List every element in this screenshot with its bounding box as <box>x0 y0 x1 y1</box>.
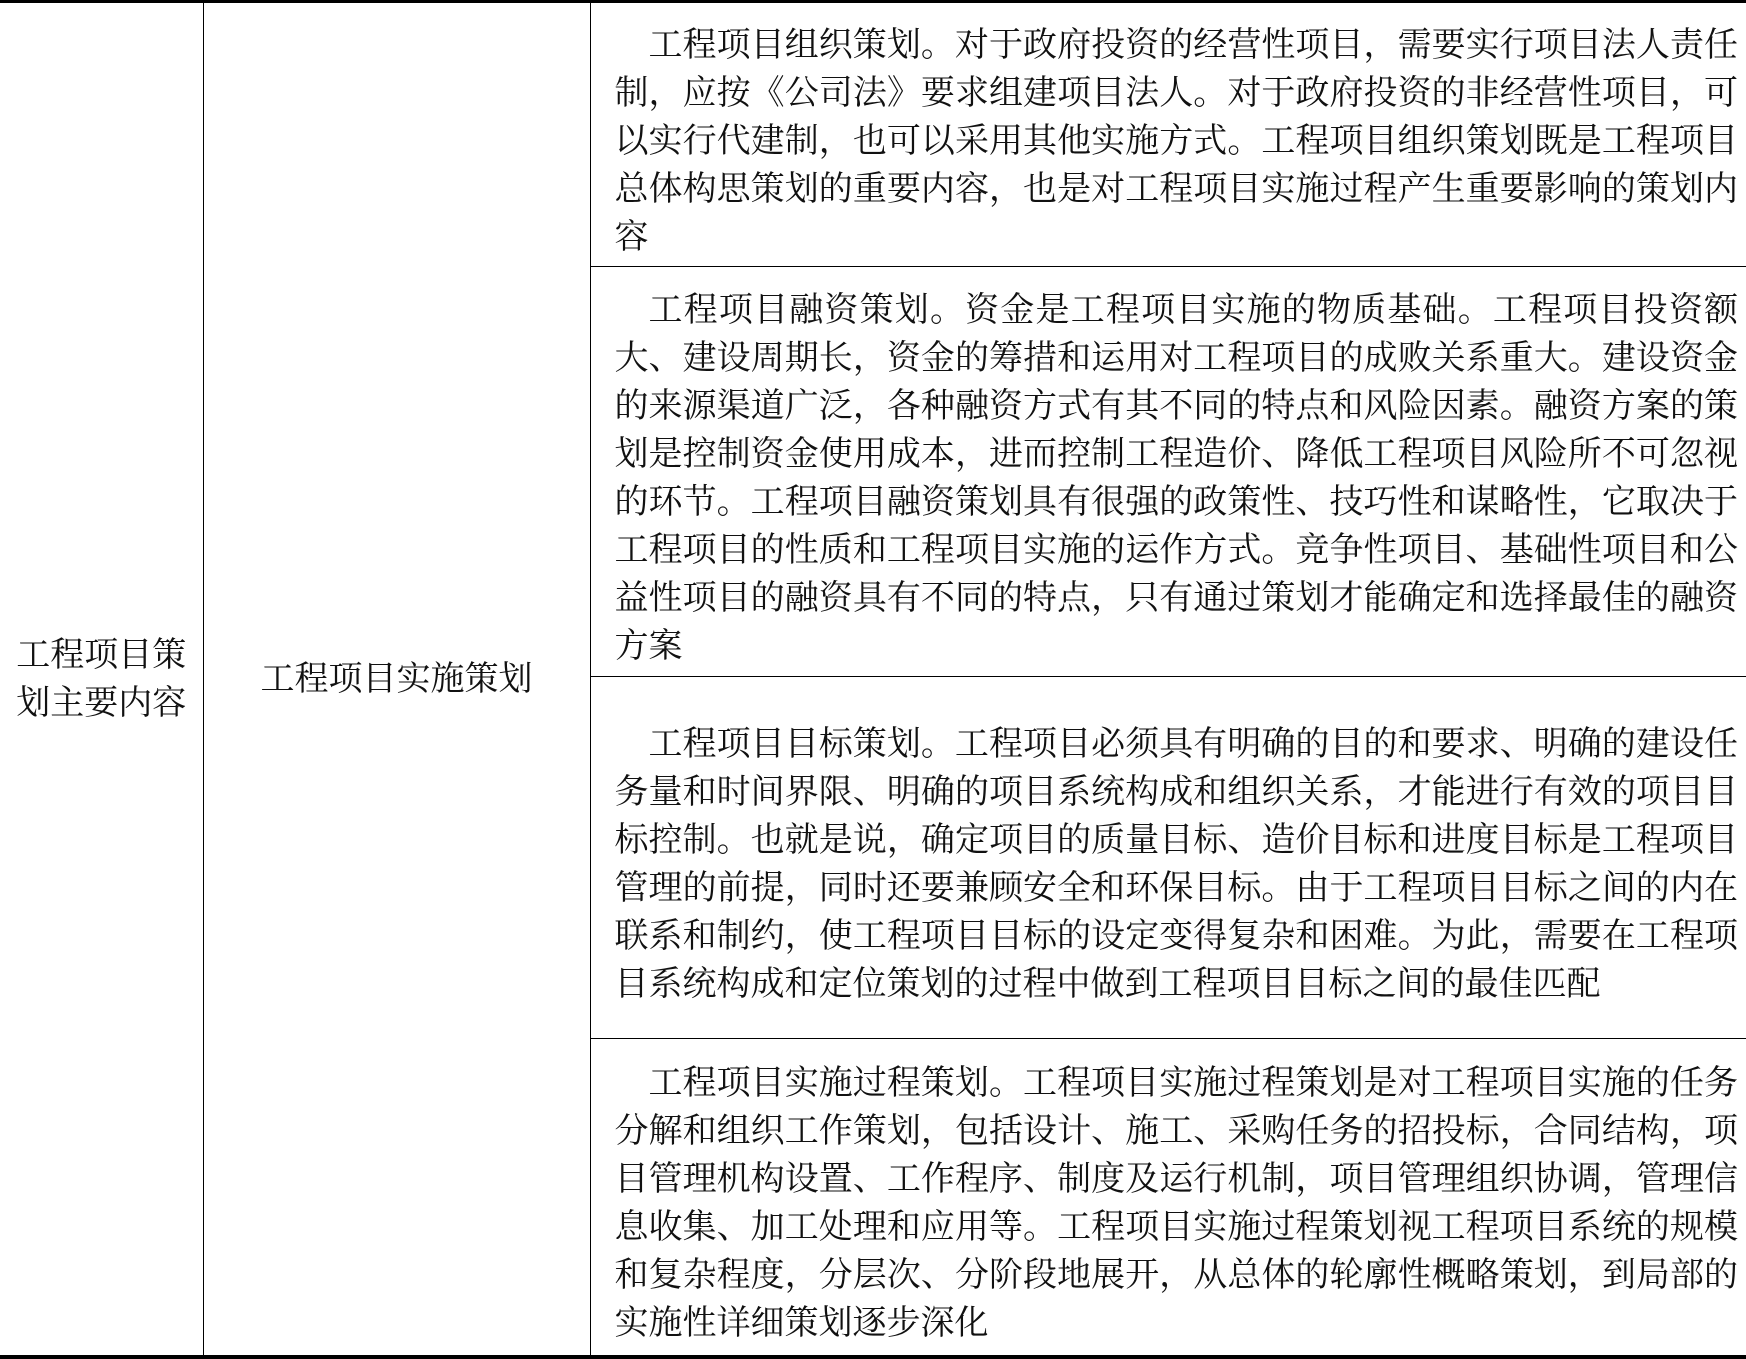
category-cell: 工程项目策划主要内容 <box>0 2 203 1357</box>
table-row <box>0 2 1746 267</box>
subcategory-cell: 工程项目实施策划 <box>203 2 590 1357</box>
financing-planning-cell: 工程项目融资策划。资金是工程项目实施的物质基础。工程项目投资额大、建设周期长，资金的筹措和运用对工程项目的成败关系重大。建设资金的来源渠道广泛，各种融资方式有其不同的特点和风险因素。融资方案的策划是控制资金使用成本，进而控制工程造价、降低工程项目风险所不可忽视的环节。工程项目融资策划具有很强的政策性、技巧性和谋略性，它取决于工程项目的性质和工程项目实施的运作方式。竞争性项目、基础性项目和公益性项目的融资具有不同的特点，只有通过策划才能确定和选择最佳的融资方案 <box>590 267 1746 677</box>
objective-planning-cell: 工程项目目标策划。工程项目必须具有明确的目的和要求、明确的建设任务量和时间界限、明确的项目系统构成和组织关系，才能进行有效的项目目标控制。也就是说，确定项目的质量目标、造价目标和进度目标是工程项目管理的前提，同时还要兼顾安全和环保目标。由于工程项目目标之间的内在联系和制约，使工程项目目标的设定变得复杂和困难。为此，需要在工程项目系统构成和定位策划的过程中做到工程项目目标之间的最佳匹配 <box>590 677 1746 1039</box>
organization-planning-cell: 工程项目组织策划。对于政府投资的经营性项目，需要实行项目法人责任制，应按《公司法》要求组建项目法人。对于政府投资的非经营性项目，可以实行代建制，也可以采用其他实施方式。工程项目组织策划既是工程项目总体构思策划的重要内容，也是对工程项目实施过程产生重要影响的策划内容 <box>590 2 1746 267</box>
process-planning-cell: 工程项目实施过程策划。工程项目实施过程策划是对工程项目实施的任务分解和组织工作策划，包括设计、施工、采购任务的招投标，合同结构，项目管理机构设置、工作程序、制度及运行机制，项目管理组织协调，管理信息收集、加工处理和应用等。工程项目实施过程策划视工程项目系统的规模和复杂程度，分层次、分阶段地展开，从总体的轮廓性概略策划，到局部的实施性详细策划逐步深化 <box>614 1062 1738 1343</box>
